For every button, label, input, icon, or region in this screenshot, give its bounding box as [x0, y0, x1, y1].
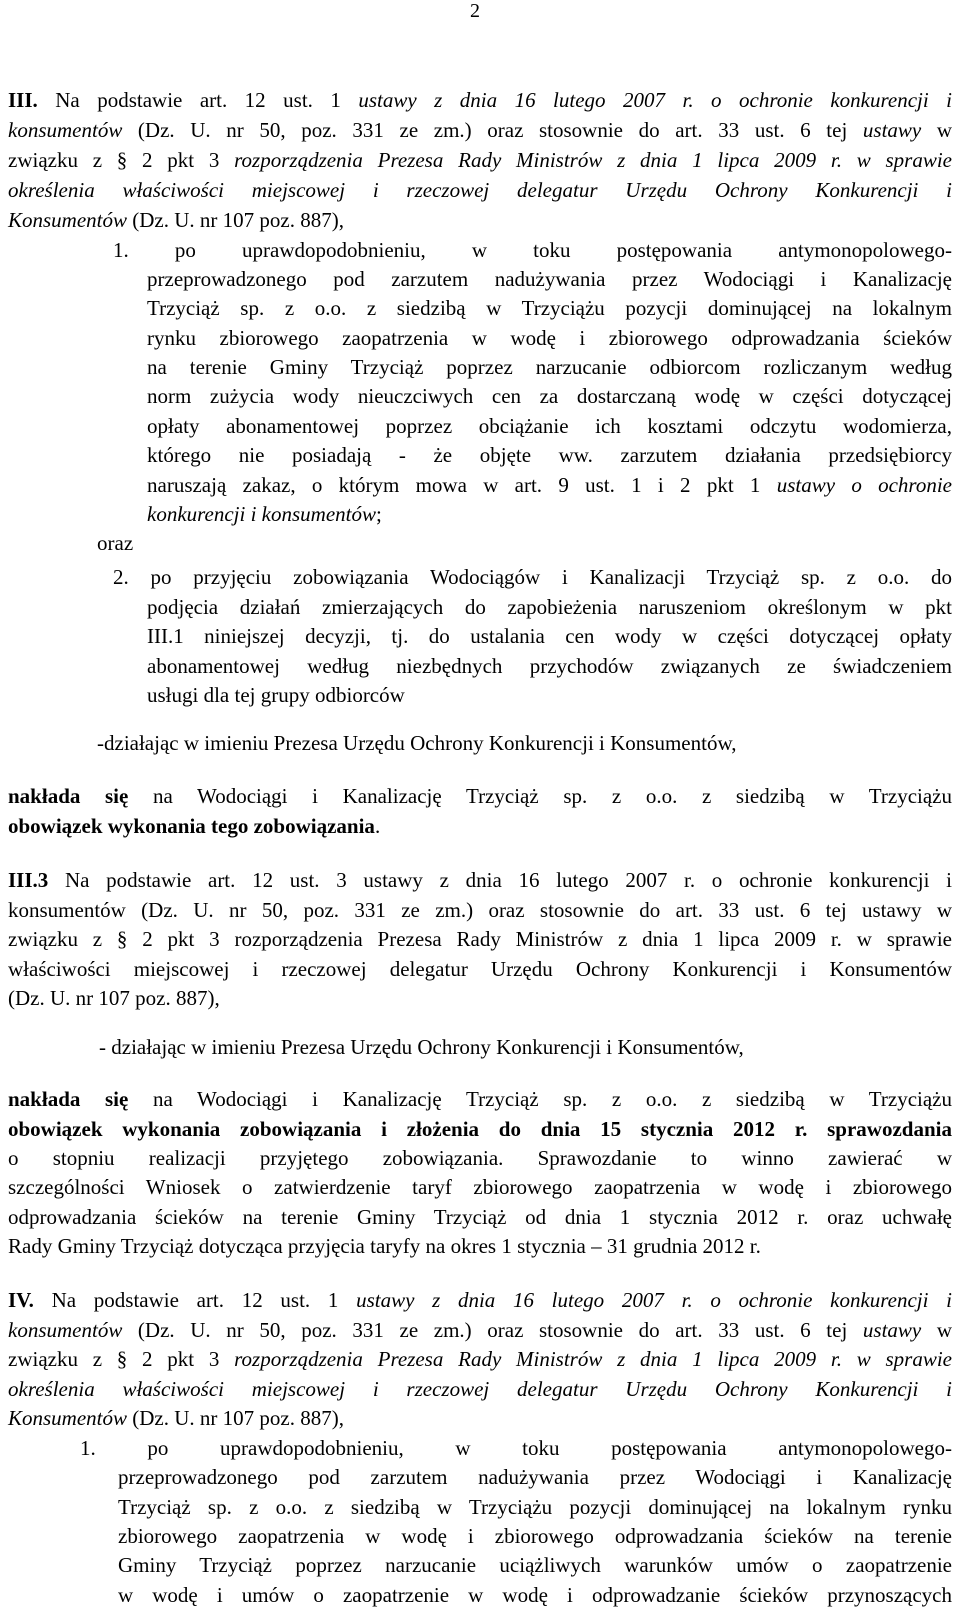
italic-text: ustawy z dnia 16 lutego 2007 r. o ochronie konkurencji i [356, 1288, 952, 1312]
text-line [97, 530, 397, 556]
text-line [8, 177, 952, 203]
text-run: na Wodociągi i Kanalizację Trzyciąż sp. z o.o. z siedzibą w Trzyciążu [128, 1087, 952, 1111]
text-line [118, 1464, 952, 1490]
text-run: norm zużycia wody nieuczciwych cen za dostarczaną wodę w części dotyczącej [147, 384, 952, 408]
text-line [8, 813, 608, 839]
text-line [118, 1494, 952, 1520]
text-run: oraz [97, 531, 134, 555]
text-run: którego nie posiadają - że objęte ww. zarzutem działania przedsiębiorcy [147, 443, 952, 467]
text-line [8, 1405, 568, 1431]
text-run: usługi dla tej grupy odbiorców [147, 683, 405, 707]
text-run: Rady Gminy Trzyciąż dotycząca przyjęcia taryfy na okres 1 stycznia – 31 grudnia 2012 r. [8, 1234, 761, 1258]
text-run: . [374, 814, 381, 838]
text-run: w wodę i umów o zaopatrzenie w wodę i odprowadzanie ścieków przynoszących [118, 1583, 952, 1607]
text-run: związku z § 2 pkt 3 [8, 148, 235, 172]
text-run: zbiorowego zaopatrzenia w wodę i zbiorowego odprowadzania ścieków na terenie [118, 1524, 952, 1548]
text-line [8, 956, 952, 982]
text-line [147, 623, 952, 649]
text-line [147, 653, 952, 679]
text-run: -działając w imieniu Prezesa Urzędu Ochrony Konkurencji i Konsumentów, [97, 731, 737, 755]
text-line [113, 564, 952, 590]
text-run: Gminy Trzyciąż poprzez narzucanie uciążliwych warunków umów o zaopatrzenie [118, 1553, 952, 1577]
bold-text: III.3 [8, 868, 49, 892]
text-line [118, 1552, 952, 1578]
text-run: (Dz. U. nr 107 poz. 887), [127, 1406, 344, 1430]
italic-text: konkurencji i konsumentów [147, 502, 377, 526]
text-line [8, 1086, 952, 1112]
text-run: podjęcia działań zmierzających do zapobieżenia naruszeniom określonym w pkt [147, 595, 952, 619]
text-line [8, 147, 952, 173]
text-line [113, 237, 952, 263]
italic-text: Konsumentów [8, 208, 128, 232]
text-run: (Dz. U. nr 50, poz. 331 ze zm.) oraz stosownie do art. 33 ust. 6 tej [122, 1318, 863, 1342]
text-line [99, 1034, 952, 1060]
text-run: 2. po przyjęciu zobowiązania Wodociągów i Kanalizacji Trzyciąż sp. z o.o. do [113, 565, 952, 589]
italic-text: konsumentów [8, 1318, 123, 1342]
text-run: 1. po uprawdopodobnieniu, w toku postępowania antymonopolowego- [113, 238, 952, 262]
text-run: Na podstawie art. 12 ust. 1 [33, 1288, 357, 1312]
text-line [118, 1523, 952, 1549]
bold-text: nakłada się [8, 1087, 129, 1111]
text-line [8, 1204, 952, 1230]
text-line [8, 207, 568, 233]
italic-text: ustawy o ochronie [776, 473, 952, 497]
italic-text: określenia właściwości miejscowej i rzeczowej delegatur Urzędu Ochrony Konkurencji i [8, 1377, 952, 1401]
text-line [147, 325, 952, 351]
text-run: abonamentowej według niezbędnych przychodów związanych ze świadczeniem [147, 654, 952, 678]
text-run: (Dz. U. nr 107 poz. 887), [127, 208, 344, 232]
text-run: konsumentów (Dz. U. nr 50, poz. 331 ze zm.) oraz stosownie do art. 33 ust. 6 tej ustawy w [8, 898, 952, 922]
text-line [8, 1233, 952, 1259]
text-line [8, 1174, 952, 1200]
text-line [8, 1145, 952, 1171]
text-run: na Wodociągi i Kanalizację Trzyciąż sp. z o.o. z siedzibą w Trzyciążu [128, 784, 952, 808]
text-run: przeprowadzonego pod zarzutem nadużywania przez Wodociągi i Kanalizację [147, 267, 952, 291]
text-line [147, 594, 952, 620]
text-line [147, 682, 647, 708]
text-run: Na podstawie art. 12 ust. 1 [37, 88, 359, 112]
italic-text: ustawy [862, 118, 922, 142]
text-line [8, 1116, 952, 1142]
italic-text: Konsumentów [8, 1406, 128, 1430]
bold-text: IV. [8, 1288, 34, 1312]
italic-text: ustawy z dnia 16 lutego 2007 r. o ochronie konkurencji i [358, 88, 952, 112]
italic-text: ustawy [862, 1318, 922, 1342]
text-run: ; [376, 502, 382, 526]
bold-text: obowiązek wykonania tego zobowiązania [8, 814, 375, 838]
text-run: związku z § 2 pkt 3 rozporządzenia Prezesa Rady Ministrów z dnia 1 lipca 2009 r. w sprawie [8, 927, 952, 951]
bold-text: III. [8, 88, 38, 112]
text-line [8, 926, 952, 952]
text-run: Trzyciąż sp. z o.o. z siedzibą w Trzyciążu pozycji dominującej na lokalnym [147, 296, 952, 320]
text-run: właściwości miejscowej i rzeczowej delegatur Urzędu Ochrony Konkurencji i Konsumentów [8, 957, 952, 981]
text-run: (Dz. U. nr 107 poz. 887), [8, 986, 220, 1010]
text-line [8, 897, 952, 923]
text-run: na terenie Gminy Trzyciąż poprzez narzucanie odbiorcom rozliczanym według [147, 355, 952, 379]
text-run: szczególności Wniosek o zatwierdzenie taryf zbiorowego zaopatrzenia w wodę i zbiorowego [8, 1175, 952, 1199]
text-line [8, 783, 952, 809]
text-line [8, 1317, 952, 1343]
italic-text: konsumentów [8, 118, 123, 142]
text-line [8, 985, 408, 1011]
text-run: opłaty abonamentowej poprzez obciążanie ich kosztami odczytu wodomierza, [147, 414, 952, 438]
text-run: rynku zbiorowego zaopatrzenia w wodę i zbiorowego odprowadzania ścieków [147, 326, 952, 350]
text-line [8, 117, 952, 143]
text-line [147, 295, 952, 321]
text-run: odprowadzania ścieków na terenie Gminy Trzyciąż od dnia 1 stycznia 2012 r. oraz uchwałę [8, 1205, 952, 1229]
text-line [147, 501, 647, 527]
text-line [147, 472, 952, 498]
text-run: (Dz. U. nr 50, poz. 331 ze zm.) oraz stosownie do art. 33 ust. 6 tej [122, 118, 863, 142]
text-line [147, 354, 952, 380]
text-line [147, 442, 952, 468]
bold-text: obowiązek wykonania zobowiązania i złożenia do dnia 15 stycznia 2012 r. sprawozdania [8, 1117, 952, 1141]
text-line [97, 730, 952, 756]
text-run: w [921, 118, 953, 142]
bold-text: nakłada się [8, 784, 129, 808]
text-line [8, 87, 952, 113]
text-run: naruszają zakaz, o którym mowa w art. 9 ust. 1 i 2 pkt 1 [147, 473, 777, 497]
text-run: związku z § 2 pkt 3 [8, 1347, 235, 1371]
text-run: Trzyciąż sp. z o.o. z siedzibą w Trzyciążu pozycji dominującej na lokalnym rynku [118, 1495, 952, 1519]
text-line [147, 266, 952, 292]
text-run: 1. po uprawdopodobnieniu, w toku postępowania antymonopolowego- [80, 1436, 952, 1460]
italic-text: określenia właściwości miejscowej i rzeczowej delegatur Urzędu Ochrony Konkurencji i [8, 178, 952, 202]
text-line [80, 1435, 952, 1461]
text-run: - działając w imieniu Prezesa Urzędu Ochrony Konkurencji i Konsumentów, [99, 1035, 744, 1059]
text-run: w [921, 1318, 953, 1342]
text-line [8, 867, 952, 893]
text-line [8, 1376, 952, 1402]
page-number: 2 [470, 0, 480, 22]
text-line [118, 1582, 952, 1608]
text-line [147, 383, 952, 409]
italic-text: rozporządzenia Prezesa Rady Ministrów z dnia 1 lipca 2009 r. w sprawie [234, 148, 953, 172]
italic-text: rozporządzenia Prezesa Rady Ministrów z dnia 1 lipca 2009 r. w sprawie [234, 1347, 953, 1371]
text-line [8, 1346, 952, 1372]
text-run: przeprowadzonego pod zarzutem nadużywania przez Wodociągi i Kanalizację [118, 1465, 952, 1489]
text-run: Na podstawie art. 12 ust. 3 ustawy z dnia 16 lutego 2007 r. o ochronie konkurencji i [48, 868, 952, 892]
text-run: o stopniu realizacji przyjętego zobowiązania. Sprawozdanie to winno zawierać w [8, 1146, 952, 1170]
text-line [147, 413, 952, 439]
text-run: III.1 niniejszej decyzji, tj. do ustalania cen wody w części dotyczącej opłaty [147, 624, 952, 648]
text-line [8, 1287, 952, 1313]
